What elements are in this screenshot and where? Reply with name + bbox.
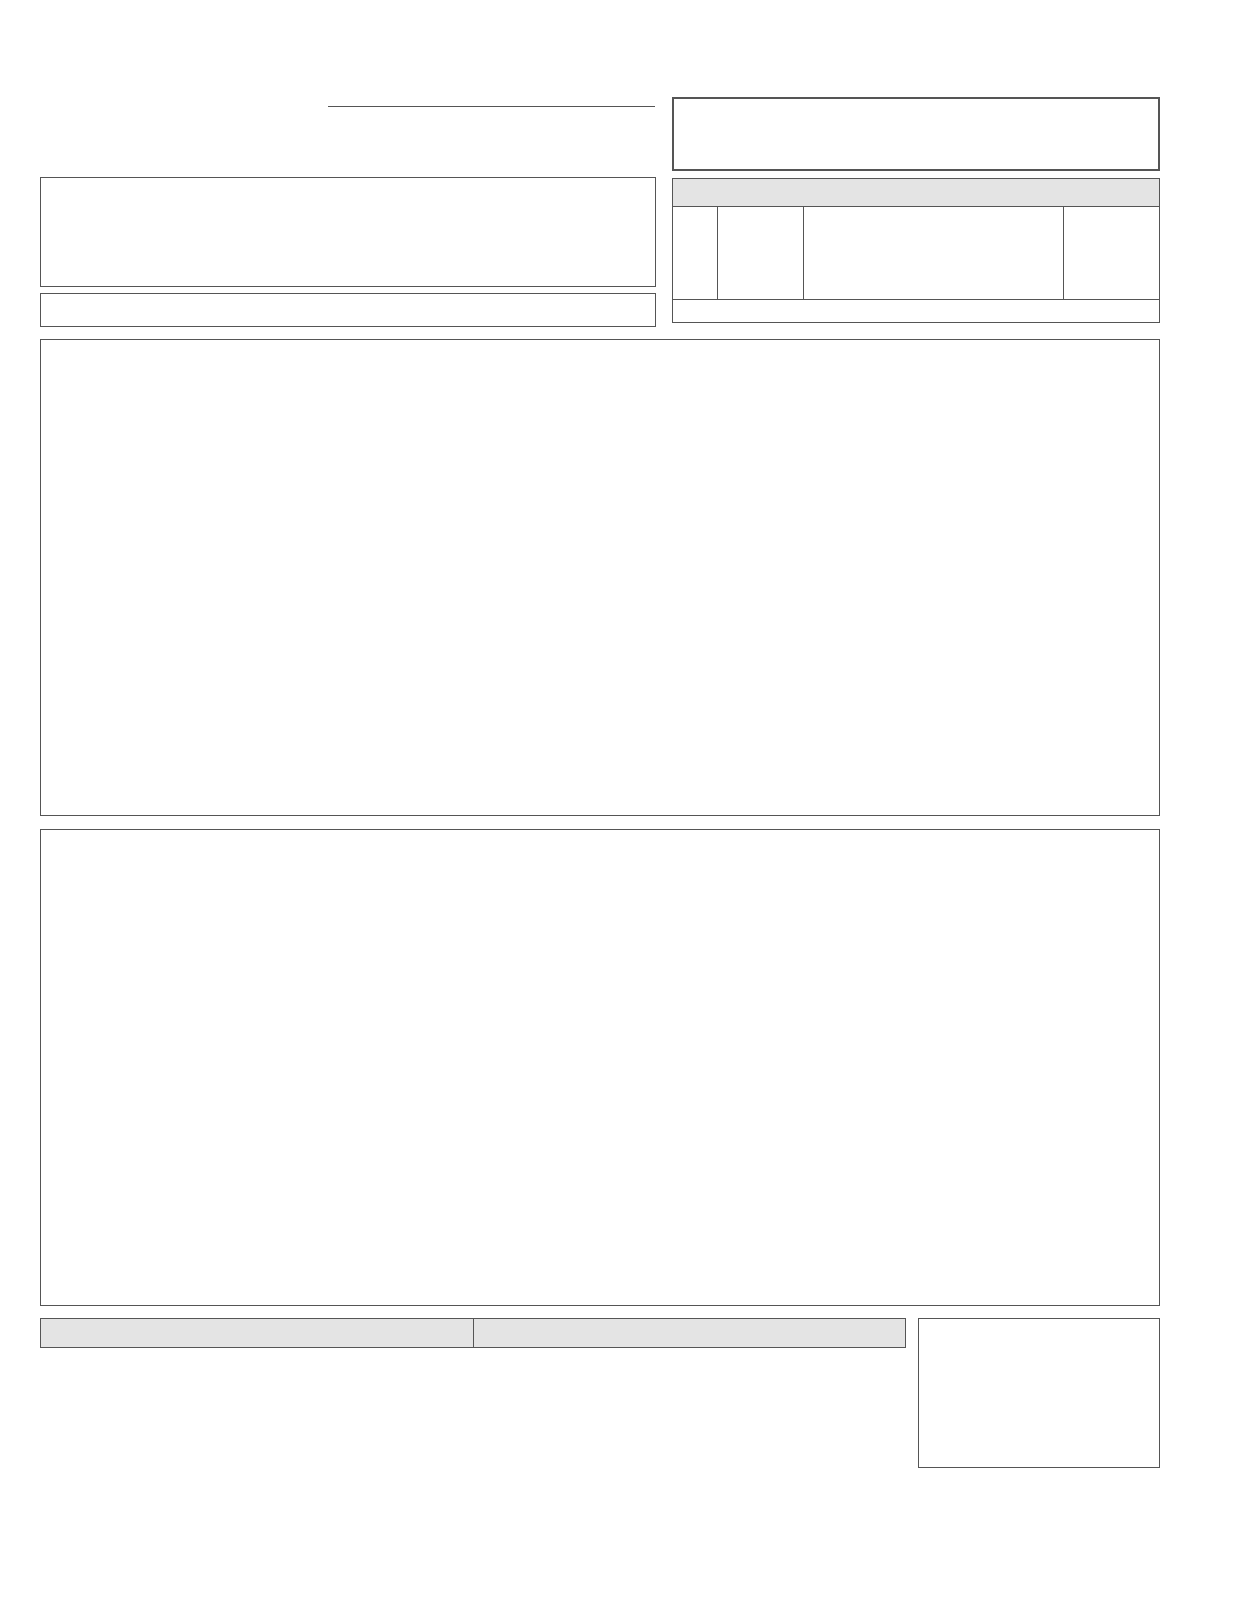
referees-box xyxy=(40,293,656,327)
sets-table xyxy=(672,178,1160,323)
bottom-team-bar xyxy=(40,1318,906,1348)
team2-stats-table xyxy=(40,829,1160,1306)
sets-header xyxy=(673,179,1159,207)
bottom-divider xyxy=(473,1319,474,1347)
sets-total-line xyxy=(673,299,1159,300)
sets-vline xyxy=(717,207,718,299)
legend xyxy=(918,1318,1160,1468)
header-divider xyxy=(328,106,655,107)
scoreboard xyxy=(672,97,1160,171)
team1-stats-table xyxy=(40,339,1160,816)
match-info xyxy=(40,177,656,287)
sets-vline xyxy=(803,207,804,299)
sets-vline xyxy=(1063,207,1064,299)
